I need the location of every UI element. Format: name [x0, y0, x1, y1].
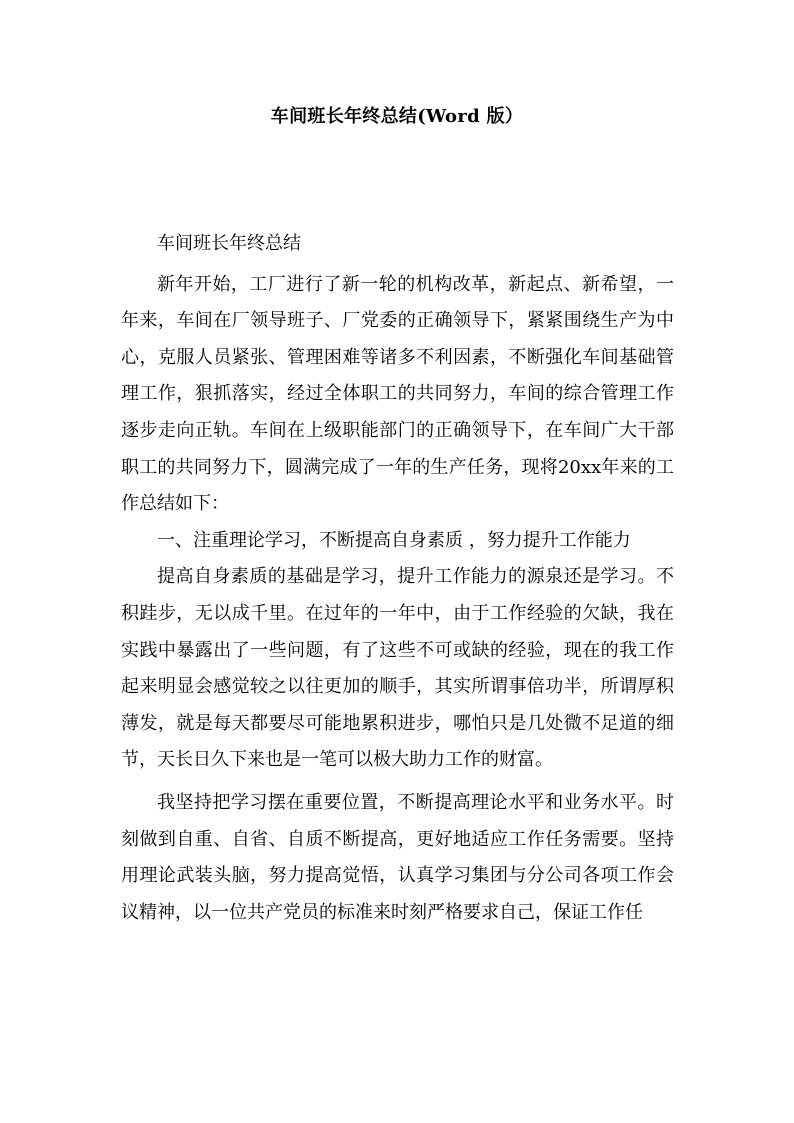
paragraph-intro: 新年开始，工厂进行了新一轮的机构改革，新起点、新希望，一年来，车间在厂领导班子、厂党委的正确领导下，紧紧围绕生产为中心，克服人员紧张、管理困难等诸多不利因素，不断强化车间基础管理工作，狠抓落实，经过全体职工的共同努力，车间的综合管理工作逐步走向正轨。车间在上级职能部门的正确领导下，在车间广大干部职工的共同努力下，圆满完成了一年的生产任务，现将20xx年来的工作总结如下：: [121, 273, 674, 515]
section-subtitle: 车间班长年终总结: [157, 233, 301, 254]
document-body: [121, 226, 674, 931]
paragraph-study: 提高自身素质的基础是学习，提升工作能力的源泉还是学习。不积跬步，无以成千里。在过年的一年中，由于工作经验的欠缺，我在实践中暴露出了一些问题，有了这些不可或缺的经验，现在的我工作起来明显会感觉较之以往更加的顺手，其实所谓事倍功半，所谓厚积薄发，就是每天都要尽可能地累积进步，哪怕只是几处微不足道的细节，天长日久下来也是一笔可以极大助力工作的财富。: [121, 566, 674, 771]
document-title: 车间班长年终总结(Word 版）: [270, 106, 524, 127]
paragraph-theory: 我坚持把学习摆在重要位置，不断提高理论水平和业务水平。时刻做到自重、自省、自质不断提高，更好地适应工作任务需要。坚持用理论武装头脑，努力提高觉悟，认真学习集团与分公司各项工作会议精神，以一位共产党员的标准来时刻严格要求自己，保证工作任: [121, 791, 674, 923]
section-heading-one: 一、注重理论学习，不断提高自身素质 ，努力提升工作能力: [157, 529, 631, 551]
